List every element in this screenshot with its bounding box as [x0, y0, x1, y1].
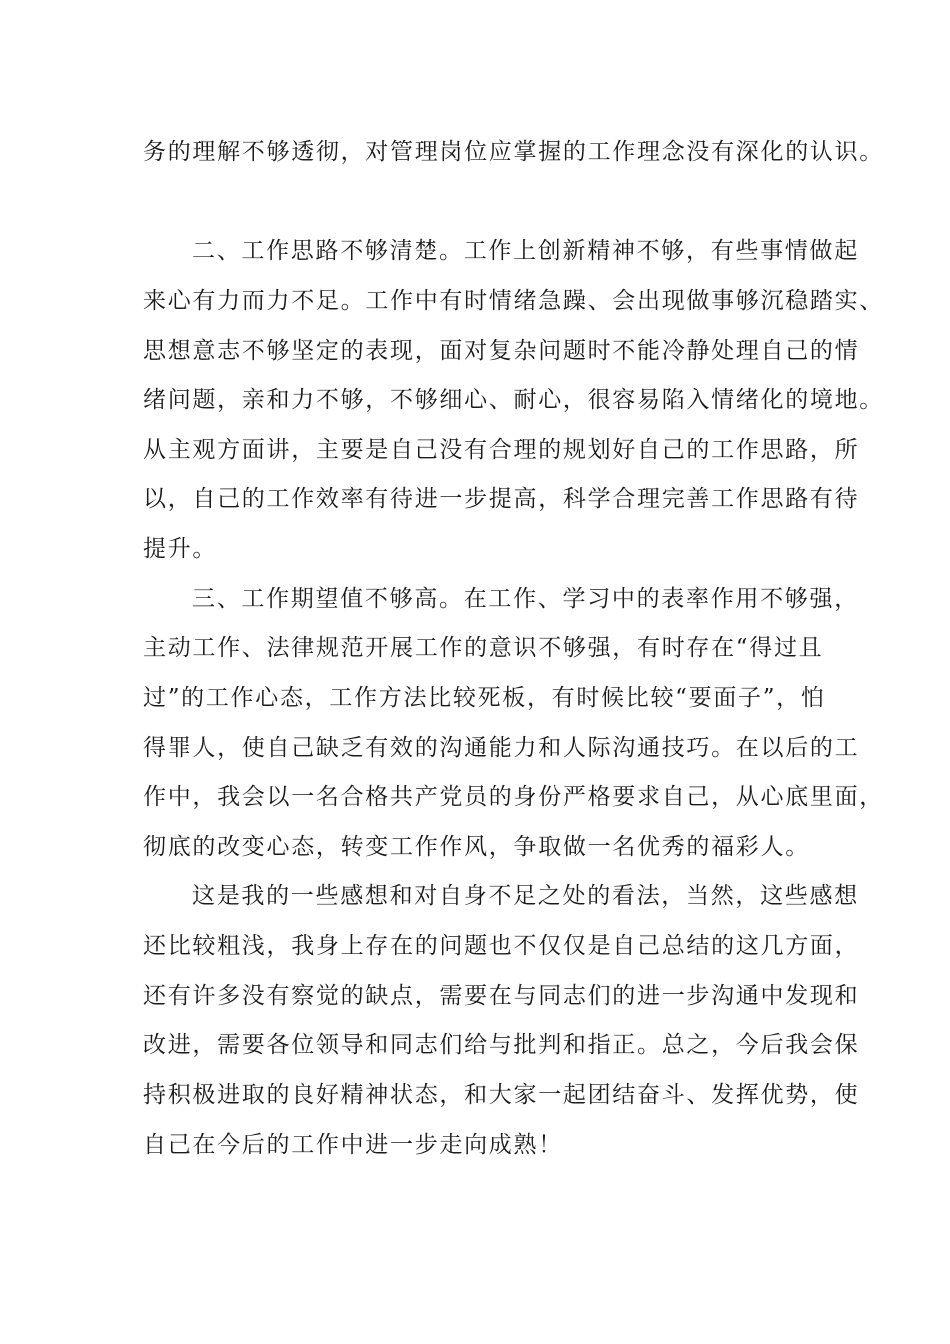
text-line: 务的理解不够透彻，对管理岗位应掌握的工作理念没有深化的认识。	[143, 139, 884, 165]
text-line: 自己在今后的工作中进一步走向成熟！	[143, 1132, 563, 1158]
text-line: 二、工作思路不够清楚。工作上创新精神不够，有些事情做起	[192, 238, 859, 264]
text-line: 持积极进取的良好精神状态，和大家一起团结奋斗、发挥优势，使	[143, 1082, 860, 1108]
text-line: 从主观方面讲，主要是自己没有合理的规划好自己的工作思路，所	[143, 437, 860, 463]
text-line: 主动工作、法律规范开展工作的意识不够强，有时存在“得过且	[143, 635, 824, 661]
text-line: 彻底的改变心态，转变工作作风，争取做一名优秀的福彩人。	[143, 834, 810, 860]
text-line: 来心有力而力不足。工作中有时情绪急躁、会出现做事够沉稳踏实、	[143, 288, 884, 314]
text-line: 还比较粗浅，我身上存在的问题也不仅仅是自己总结的这几方面，	[143, 933, 860, 959]
text-line: 三、工作期望值不够高。在工作、学习中的表率作用不够强，	[192, 586, 859, 612]
text-line: 以，自己的工作效率有待进一步提高，科学合理完善工作思路有待	[143, 486, 860, 512]
text-line: 得罪人，使自己缺乏有效的沟通能力和人际沟通技巧。在以后的工	[143, 735, 860, 761]
text-line: 作中，我会以一名合格共产党员的身份严格要求自己，从心底里面，	[143, 784, 884, 810]
text-line: 改进，需要各位领导和同志们给与批判和指正。总之，今后我会保	[143, 1032, 860, 1058]
text-line: 过”的工作心态，工作方法比较死板，有时候比较“要面子”，怕	[143, 685, 826, 711]
text-line: 提升。	[143, 536, 218, 562]
text-line: 思想意志不够坚定的表现，面对复杂问题时不能冷静处理自己的情	[143, 338, 860, 364]
text-line: 这是我的一些感想和对自身不足之处的看法，当然，这些感想	[192, 883, 859, 909]
text-line: 绪问题，亲和力不够，不够细心、耐心，很容易陷入情绪化的境地。	[143, 387, 884, 413]
text-line: 还有许多没有察觉的缺点，需要在与同志们的进一步沟通中发现和	[143, 983, 860, 1009]
